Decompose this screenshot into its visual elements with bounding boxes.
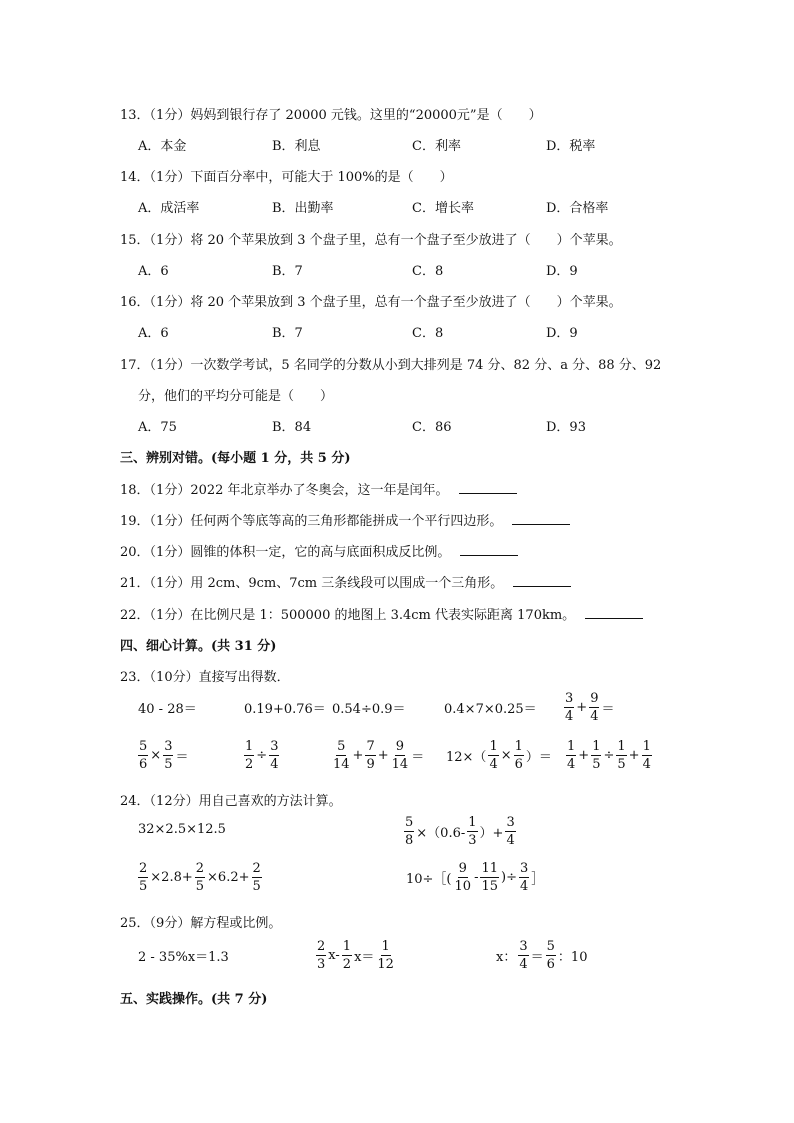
fraction: $\frac{2}{5}$ [252, 861, 261, 894]
q15-option-d: D．9 [546, 264, 578, 279]
q16-option-b: B．7 [272, 326, 303, 341]
fraction: $\frac{1}{4}$ [642, 739, 651, 772]
q16-option-c: C．8 [412, 326, 444, 341]
q17-option-a: A．75 [138, 420, 177, 435]
q15-option-b: B．7 [272, 264, 303, 279]
q13-text: 13．（1分）妈妈到银行存了 20000 元钱。这里的“20000元”是（ ） [120, 108, 542, 123]
q21-answer-blank[interactable] [513, 574, 571, 587]
q19-row [120, 510, 570, 529]
fraction: $\frac{1}{4}$ [567, 739, 576, 772]
fraction: $\frac{1}{2}$ [342, 939, 352, 972]
fraction: $\frac{3}{4}$ [270, 739, 279, 772]
q18-answer-blank[interactable] [459, 481, 517, 494]
fraction: $\frac{5}{6}$ [546, 939, 555, 972]
q17-text-line1: 17．（1分）一次数学考试，5 名同学的分数从小到大排列是 74 分、82 分、a 分、88 分、92 [120, 358, 662, 373]
q19-text: 19．（1分）任何两个等底等高的三角形都能拼成一个平行四边形。 [120, 514, 503, 529]
fraction: $\frac{3}{4}$ [519, 939, 528, 972]
q14-option-a: A．成活率 [138, 201, 200, 216]
q23-expr-8: $\frac{5}{14}$ + $\frac{7}{9}$ + $\frac{9}{14}$ ＝ [333, 739, 425, 772]
q23-expr-7: $\frac{1}{2}$ ÷ $\frac{3}{4}$ [245, 739, 279, 772]
fraction: $\frac{1}{3}$ [468, 815, 477, 848]
section-4-heading: 四、细心计算。(共 31 分) [120, 639, 277, 654]
q25-text: 25．（9分）解方程或比例。 [120, 916, 282, 931]
q14-option-c: C．增长率 [412, 201, 474, 216]
q24-text: 24．（12分）用自己喜欢的方法计算。 [120, 794, 342, 809]
q20-answer-blank[interactable] [460, 543, 518, 556]
fraction: $\frac{1}{5}$ [617, 739, 626, 772]
q23-expr-4: 0.4×7×0.25＝ [444, 702, 537, 717]
q24-expr-2: $\frac{5}{8}$ ×（0.6- $\frac{1}{3}$ ）+ $\frac{3}{4}$ [405, 815, 515, 848]
fraction: $\frac{3}{5}$ [164, 739, 173, 772]
q24-expr-1: 32×2.5×12.5 [138, 822, 226, 837]
section-5-heading: 五、实践操作。(共 7 分) [120, 992, 268, 1007]
q23-expr-9: 12×（ $\frac{1}{4}$ × $\frac{1}{6}$ ）＝ [446, 739, 552, 772]
q21-text: 21．（1分）用 2cm、9cm、7cm 三条线段可以围成一个三角形。 [120, 576, 504, 591]
q23-expr-1: 40 - 28＝ [138, 702, 197, 717]
q23-text: 23．（10分）直接写出得数． [120, 670, 290, 685]
q16-text: 16．（1分）将 20 个苹果放到 3 个盘子里，总有一个盘子至少放进了（ ）个苹果。 [120, 295, 622, 310]
q16-option-d: D．9 [546, 326, 578, 341]
q23-expr-2: 0.19+0.76＝ [244, 702, 326, 717]
q13-option-b: B．利息 [272, 139, 321, 154]
q13-option-a: A．本金 [138, 139, 187, 154]
q13-option-c: C．利率 [412, 139, 461, 154]
q22-row [120, 604, 643, 623]
q18-text: 18．（1分）2022 年北京举办了冬奥会，这一年是闰年。 [120, 483, 449, 498]
q23-expr-3: 0.54÷0.9＝ [332, 702, 406, 717]
q23-expr-10: $\frac{1}{4}$ + $\frac{1}{5}$ ÷ $\frac{1}{5}$ + $\frac{1}{4}$ [567, 739, 651, 772]
fraction: $\frac{11}{15}$ [481, 861, 499, 894]
fraction: $\frac{9}{14}$ [391, 739, 409, 772]
q15-text: 15．（1分）将 20 个苹果放到 3 个盘子里，总有一个盘子至少放进了（ ）个苹果。 [120, 233, 622, 248]
fraction: $\frac{2}{5}$ [139, 861, 148, 894]
fraction: $\frac{1}{12}$ [377, 939, 394, 972]
q14-text: 14．（1分）下面百分率中，可能大于 100%的是（ ） [120, 170, 453, 185]
q14-option-b: B．出勤率 [272, 201, 334, 216]
q20-text: 20．（1分）圆锥的体积一定，它的高与底面积成反比例。 [120, 545, 451, 560]
q22-text: 22．（1分）在比例尺是 1：500000 的地图上 3.4cm 代表实际距离 170km。 [120, 608, 576, 623]
q17-option-c: C．86 [412, 420, 452, 435]
fraction: $\frac{1}{5}$ [592, 739, 601, 772]
fraction: $\frac{1}{2}$ [245, 739, 254, 772]
fraction: $\frac{5}{14}$ [333, 739, 350, 772]
q24-expr-4: 10÷［( $\frac{9}{10}$ - $\frac{11}{15}$ )÷ $\frac{3}{4}$ ］ [406, 861, 545, 894]
fraction: $\frac{9}{4}$ [590, 691, 599, 724]
q21-row [120, 572, 571, 591]
q23-expr-5: $\frac{3}{4}$ + $\frac{9}{4}$ ＝ [565, 691, 615, 724]
q13-option-d: D．税率 [546, 139, 596, 154]
q15-option-c: C．8 [412, 264, 444, 279]
section-3-heading: 三、辨别对错。(每小题 1 分，共 5 分) [120, 451, 351, 466]
fraction: $\frac{3}{4}$ [519, 861, 529, 894]
q25-expr-1: 2 - 35%x＝1.3 [138, 950, 229, 965]
q24-expr-3: $\frac{2}{5}$ ×2.8+ $\frac{2}{5}$ ×6.2+ $\frac{2}{5}$ [139, 861, 261, 894]
q15-option-a: A．6 [138, 264, 169, 279]
fraction: $\frac{9}{10}$ [454, 861, 472, 894]
q17-text-line2: 分，他们的平均分可能是（ ） [138, 389, 334, 404]
q17-option-b: B．84 [272, 420, 312, 435]
q22-answer-blank[interactable] [585, 606, 643, 619]
q25-expr-3: x： $\frac{3}{4}$ ＝ $\frac{5}{6}$ ：10 [496, 939, 588, 972]
fraction: $\frac{2}{5}$ [195, 861, 205, 894]
q14-option-d: D．合格率 [546, 201, 609, 216]
fraction: $\frac{5}{6}$ [139, 739, 148, 772]
fraction: $\frac{2}{3}$ [317, 939, 326, 972]
fraction: $\frac{3}{4}$ [565, 691, 574, 724]
q19-answer-blank[interactable] [512, 512, 570, 525]
q17-option-d: D．93 [546, 420, 586, 435]
q20-row [120, 541, 518, 560]
fraction: $\frac{1}{6}$ [514, 739, 523, 772]
q16-option-a: A．6 [138, 326, 169, 341]
q25-expr-2: $\frac{2}{3}$ x- $\frac{1}{2}$ x＝ $\frac{1}{12}$ [317, 939, 394, 972]
q23-expr-6: $\frac{5}{6}$ × $\frac{3}{5}$ ＝ [139, 739, 189, 772]
fraction: $\frac{5}{8}$ [405, 815, 414, 848]
fraction: $\frac{7}{9}$ [366, 739, 375, 772]
fraction: $\frac{3}{4}$ [506, 815, 515, 848]
q18-row [120, 479, 517, 498]
fraction: $\frac{1}{4}$ [489, 739, 498, 772]
